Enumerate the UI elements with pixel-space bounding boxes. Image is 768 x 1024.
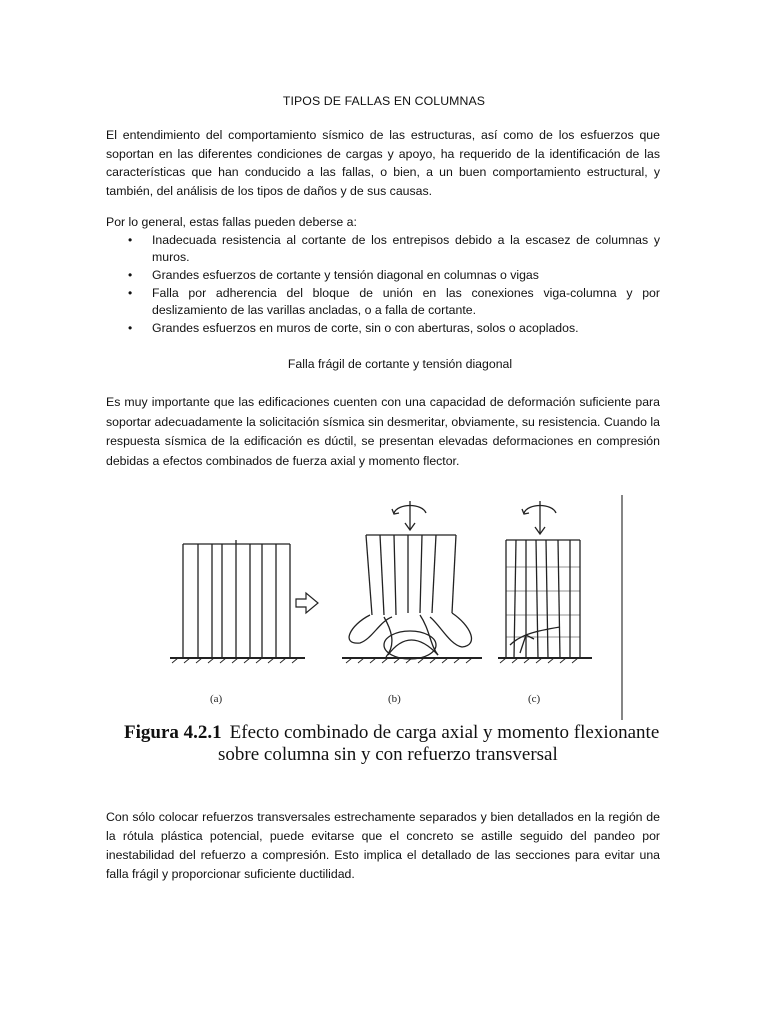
caption-label: Figura 4.2.1 <box>124 722 222 743</box>
causes-intro: Por lo general, estas fallas pueden deberse a: <box>106 215 357 229</box>
bullet-icon: • <box>128 286 133 300</box>
paragraph-1: El entendimiento del comportamiento sísmico de las estructuras, así como de los esfuerzos que soportan en las diferentes condiciones de cargas y apoyo, ha requerido de la identificación de las características que han conducido a las fallas, o bien, a un buen comportamiento estructural, y también, del análisis de los tipos de daños y de sus causas. <box>106 128 660 198</box>
section-subtitle: Falla frágil de cortante y tensión diagonal <box>287 357 513 371</box>
list-item-text: Falla por adherencia del bloque de unión en las conexiones viga-columna y por deslizamiento de las varillas ancladas, o a falla de cortante. <box>152 286 660 317</box>
list-item <box>106 285 660 319</box>
paragraph-3: Con sólo colocar refuerzos transversales estrechamente separados y bien detallados en la región de la rótula plástica potencial, puede evitarse que el concreto se astille seguido del pandeo por inestabilidad del refuerzo a compresión. Esto implica el detallado de las secciones para evitar una falla frágil y proporcionar suficiente ductilidad. <box>106 810 660 881</box>
column-a-drawing <box>170 540 305 663</box>
figure-label-b: (b) <box>388 693 401 705</box>
document-title: TIPOS DE FALLAS EN COLUMNAS <box>282 94 486 108</box>
list-item <box>106 320 660 337</box>
intro-paragraph <box>106 126 660 200</box>
bullet-icon: • <box>128 321 133 335</box>
paragraph-2: Es muy importante que las edificaciones cuenten con una capacidad de deformación suficiente para soportar adecuadamente la solicitación sísmica sin desmeritar, obviamente, su resistencia. Cuando la respuesta sísmica de la edificación es dúctil, se presentan elevadas deformaciones en compresión debidas a efectos combinados de fuerza axial y momento flector. <box>106 395 660 468</box>
list-item-text: Grandes esfuerzos de cortante y tensión diagonal en columnas o vigas <box>152 268 539 282</box>
column-c-drawing <box>498 501 592 663</box>
figure-label-c: (c) <box>528 693 541 705</box>
list-item-text: Inadecuada resistencia al cortante de los entrepisos debido a la escasez de columnas y muros. <box>152 233 660 264</box>
column-b-drawing <box>342 501 482 663</box>
causes-list <box>106 232 660 338</box>
bullet-icon: • <box>128 233 133 247</box>
list-item-text: Grandes esfuerzos en muros de corte, sin o con aberturas, solos o acoplados. <box>152 321 579 335</box>
list-item <box>106 232 660 266</box>
figure-caption <box>124 722 684 766</box>
list-item <box>106 267 660 284</box>
bullet-icon: • <box>128 268 133 282</box>
figure-label-a: (a) <box>210 693 223 705</box>
caption-line-1: Efecto combinado de carga axial y momento flexionante <box>229 722 660 743</box>
caption-line-2: sobre columna sin y con refuerzo transversal <box>218 744 558 765</box>
